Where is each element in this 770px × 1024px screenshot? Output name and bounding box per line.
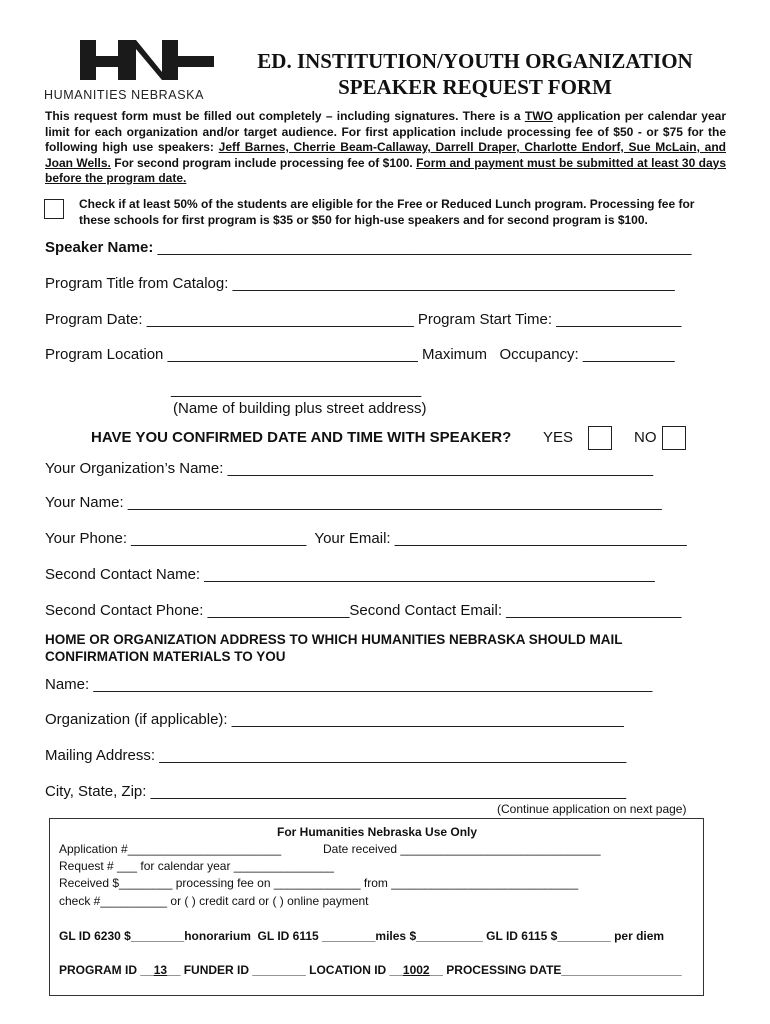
request-number: Request # ___ for calendar year _______________	[59, 859, 334, 873]
program-location-field[interactable]: Program Location ______________________________ Maximum Occupancy: ___________	[45, 346, 675, 363]
title-line-1: ED. INSTITUTION/YOUTH ORGANIZATION	[257, 49, 693, 73]
phone-email-field[interactable]: Your Phone: _____________________ Your Email: ___________________________________	[45, 530, 687, 547]
building-caption: (Name of building plus street address)	[173, 400, 427, 417]
free-lunch-note: Check if at least 50% of the students are eligible for the Free or Reduced Lunch program. Processing fee for these schools for first program is $35 or $50 for high-use speakers and for second program is $100.	[79, 197, 695, 227]
intro-speakers: Jeff Barnes, Cherrie Beam-Callaway, Darrell Draper, Charlotte Endorf, Sue McLain, and Joan Wells.	[45, 140, 727, 170]
intro-deadline: Form and payment must be submitted at least 30 days before the program date.	[45, 155, 726, 185]
check-number: check #__________ or ( ) credit card or ( ) online payment	[59, 894, 369, 908]
program-id-line	[59, 963, 682, 977]
form-title	[220, 48, 730, 100]
gl-id-line: GL ID 6230 $________honorarium GL ID 6115 ________miles $__________ GL ID 6115 $________ per diem	[59, 929, 665, 943]
speaker-name-label: Speaker Name:	[45, 239, 154, 256]
intro-two: TWO	[524, 109, 553, 123]
title-line-2: SPEAKER REQUEST FORM	[338, 75, 612, 99]
program-title-field[interactable]: Program Title from Catalog: _____________________________________________________	[45, 275, 675, 292]
mailing-section-heading: HOME OR ORGANIZATION ADDRESS TO WHICH HUMANITIES NEBRASKA SHOULD MAIL CONFIRMATION MATERIALS TO YOU	[45, 632, 623, 664]
yes-checkbox[interactable]	[588, 426, 612, 450]
free-lunch-checkbox[interactable]	[44, 199, 64, 219]
second-contact-name-field[interactable]: Second Contact Name: ______________________________________________________	[45, 566, 655, 583]
confirmed-question: HAVE YOU CONFIRMED DATE AND TIME WITH SPEAKER?	[91, 429, 512, 446]
mailing-address-field[interactable]: Mailing Address: ________________________________________________________	[45, 747, 627, 764]
your-name-field[interactable]: Your Name: ________________________________________________________________	[45, 494, 662, 511]
intro-text-3: For second program include processing fee of $100.	[110, 155, 417, 170]
organization-name-field[interactable]: Your Organization’s Name: ___________________________________________________	[45, 460, 654, 477]
no-checkbox[interactable]	[662, 426, 686, 450]
office-use-title: For Humanities Nebraska Use Only	[277, 825, 478, 839]
logo-wordmark: HUMANITIES NEBRASKA	[44, 88, 205, 102]
mail-organization-field[interactable]: Organization (if applicable): _______________________________________________	[45, 711, 624, 728]
date-received: Date received ______________________________	[323, 842, 601, 856]
mail-name-field[interactable]: Name: ___________________________________________________________________	[45, 676, 653, 693]
processing-date: __ PROCESSING DATE__________________	[429, 963, 682, 977]
program-id-value: 13	[153, 963, 168, 977]
program-date-field[interactable]: Program Date: ________________________________ Program Start Time: _______________	[45, 311, 682, 328]
program-id-label: PROGRAM ID __	[59, 963, 154, 977]
funder-location-label: __ FUNDER ID ________ LOCATION ID __	[167, 963, 403, 977]
speaker-name-line: ________________________________________________________________	[153, 239, 692, 256]
received-fee: Received $________ processing fee on _____________ from ____________________________	[59, 876, 579, 890]
no-label: NO	[634, 429, 657, 446]
speaker-name-field[interactable]	[45, 239, 691, 256]
continue-note: (Continue application on next page)	[497, 802, 687, 816]
intro-paragraph	[45, 109, 726, 187]
yes-label: YES	[543, 429, 574, 446]
city-state-zip-field[interactable]: City, State, Zip: _________________________________________________________	[45, 783, 627, 800]
building-line[interactable]: ______________________________	[171, 381, 422, 398]
intro-text-1: This request form must be filled out completely – including signatures. There is a	[45, 109, 525, 123]
application-number: Application #_______________________	[59, 842, 282, 856]
second-contact-phone-email-field[interactable]: Second Contact Phone: _________________Second Contact Email: _____________________	[45, 602, 682, 619]
location-id-value: 1002	[402, 963, 430, 977]
intro-text-2: application per calendar year limit for each organization and/or target audience. For first application include processing fee of $50 - or $75 for the following high use speakers:	[45, 109, 726, 154]
